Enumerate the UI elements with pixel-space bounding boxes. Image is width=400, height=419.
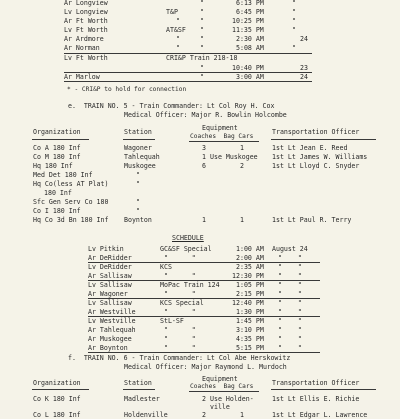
schedule-time: 11:35 PM (232, 26, 264, 34)
schedule-date: " (292, 26, 296, 34)
schedule-stop: Ar Westville (88, 308, 136, 316)
schedule-date: 24 (300, 73, 308, 81)
schedule-train: " " (164, 344, 196, 352)
officer-cell: 1st Lt James W. Williams (272, 153, 368, 161)
schedule-time: 12:30 PM (232, 272, 264, 280)
schedule-divider (64, 72, 312, 73)
schedule-stop: Ar Sallisaw (88, 272, 132, 280)
header-underline (123, 139, 155, 140)
schedule-stop: Ar DeRidder (88, 254, 132, 262)
header-underline (271, 389, 376, 390)
schedule-stop: Ar Marlow (64, 73, 100, 81)
schedule-stop: Ar Longview (64, 0, 108, 7)
schedule-stop: Ar Tahlequah (88, 326, 136, 334)
schedule-stop: Lv Ft Worth (64, 26, 108, 34)
schedule-time: 2:35 AM (236, 263, 264, 271)
organization-cell: Hq Co 3d Bn 180 Inf (33, 216, 109, 224)
schedule-stop: Ar Norman (64, 44, 100, 52)
schedule-train: CRI&P Train 218-18 (166, 54, 238, 62)
schedule-time: 6:45 PM (236, 8, 264, 16)
schedule-stop: Ar Wagoner (88, 290, 128, 298)
schedule-time: 6:13 PM (236, 0, 264, 7)
bag-cars-cell: Use Holden- (210, 395, 254, 403)
schedule-time: 12:40 PM (232, 299, 264, 307)
bag-cars-cell: 2 (240, 162, 244, 170)
header-underline (32, 389, 89, 390)
schedule-mark: " (200, 0, 204, 7)
schedule-train: KCS Special (160, 299, 204, 307)
station-cell: Holdenville (124, 411, 168, 419)
schedule-date: " " (278, 317, 302, 325)
header-underline (32, 139, 89, 140)
schedule-train: " " (164, 254, 196, 262)
schedule-train: KCS (160, 263, 172, 271)
schedule-time: 4:35 PM (236, 335, 264, 343)
header-underline (271, 139, 376, 140)
station-cell: " (136, 180, 140, 188)
organization-cell: Co A 180 Inf (33, 144, 81, 152)
station-cell: " (136, 207, 140, 215)
schedule-mark: " (200, 64, 204, 72)
organization-cell: Hq 180 Inf (33, 162, 73, 170)
header-underline (189, 141, 259, 142)
schedule-date: " (292, 0, 296, 7)
schedule-time: 2:30 AM (236, 35, 264, 43)
organization-cell: Co L 180 Inf (33, 411, 81, 419)
station-cell: " (136, 171, 140, 179)
schedule-stop: Lv Westville (88, 317, 136, 325)
schedule-time: 2:00 AM (236, 254, 264, 262)
schedule-stop: Ar Ft Worth (64, 17, 108, 25)
organization-cell: 180 Inf (44, 189, 72, 197)
schedule-time: 2:15 PM (236, 290, 264, 298)
station-cell: Tahlequah (124, 153, 160, 161)
station-cell: Boynton (124, 216, 152, 224)
schedule-train: " " (164, 335, 196, 343)
schedule-date: " " (278, 281, 302, 289)
column-header-equipment: Equipment (202, 124, 238, 132)
medical-officer: Medical Officer: Major Raymond L. Murdoch (124, 363, 287, 371)
coaches-cell: 1 (202, 216, 206, 224)
schedule-title: SCHEDULE (172, 234, 204, 242)
column-header-station: Station (124, 379, 152, 387)
schedule-divider (64, 81, 312, 82)
organization-cell: Co K 180 Inf (33, 395, 81, 403)
schedule-train: " (176, 35, 180, 43)
schedule-mark: " (200, 44, 204, 52)
schedule-mark: " (200, 73, 204, 81)
schedule-date: August 24 (272, 245, 308, 253)
station-cell: Wagoner (124, 144, 152, 152)
schedule-train: GC&SF Special (160, 245, 212, 253)
schedule-mark: " (200, 26, 204, 34)
schedule-time: 1:05 PM (236, 281, 264, 289)
footnote: * - CRI&P to hold for connection (67, 86, 187, 93)
column-header-station: Station (124, 128, 152, 136)
schedule-time: 10:25 PM (232, 17, 264, 25)
schedule-time: 1:00 AM (236, 245, 264, 253)
schedule-time: 1:30 PM (236, 308, 264, 316)
schedule-date: " " (278, 263, 302, 271)
schedule-train: " " (164, 308, 196, 316)
schedule-date: 23 (300, 64, 308, 72)
schedule-train: StL-SF (160, 317, 184, 325)
organization-cell: Med Det 180 Inf (33, 171, 93, 179)
schedule-train: MoPac Train 124 (160, 281, 220, 289)
schedule-time: 5:08 AM (236, 44, 264, 52)
organization-cell: Co M 180 Inf (33, 153, 81, 161)
schedule-date: " " (278, 299, 302, 307)
section-heading: f. TRAIN NO. 6 - Train Commander: Lt Col Abe Herskowitz (68, 354, 291, 362)
schedule-train: " (176, 44, 180, 52)
officer-cell: 1st Lt Ellis E. Richie (272, 395, 360, 403)
officer-cell: 1st Lt Edgar L. Lawrence (272, 411, 368, 419)
column-header-officer: Transportation Officer (272, 379, 360, 387)
station-cell: " (136, 198, 140, 206)
officer-cell: 1st Lt Jean E. Reed (272, 144, 348, 152)
schedule-stop: Lv Ft Worth (64, 54, 108, 62)
schedule-train: " (176, 17, 180, 25)
bag-cars-cell: ville (210, 403, 230, 411)
schedule-stop: Ar Boynton (88, 344, 128, 352)
bag-cars-cell: 1 (240, 144, 244, 152)
schedule-time: 3:10 PM (236, 326, 264, 334)
coaches-cell: 2 (202, 395, 206, 403)
column-header-organization: Organization (33, 128, 81, 136)
officer-cell: 1st Lt Lloyd C. Snyder (272, 162, 360, 170)
schedule-time: 5:15 PM (236, 344, 264, 352)
schedule-mark: " (200, 8, 204, 16)
section-heading: e. TRAIN NO. 5 - Train Commander: Lt Col Roy H. Cox (68, 102, 275, 110)
column-header-equipment-sub: Coaches Bag Cars (190, 383, 254, 390)
schedule-date: " (292, 17, 296, 25)
schedule-stop: Lv Pitkin (88, 245, 124, 253)
schedule-date: " " (278, 290, 302, 298)
schedule-stop: Lv DeRidder (88, 263, 132, 271)
schedule-stop: Ar Muskogee (88, 335, 132, 343)
organization-cell: Co I 180 Inf (33, 207, 81, 215)
station-cell: Muskogee (124, 162, 156, 170)
column-header-officer: Transportation Officer (272, 128, 360, 136)
schedule-stop: Lv Longview (64, 8, 108, 16)
schedule-date: " " (278, 326, 302, 334)
schedule-date: " " (278, 254, 302, 262)
header-underline (189, 391, 259, 392)
column-header-organization: Organization (33, 379, 81, 387)
schedule-mark: " (200, 17, 204, 25)
column-header-equipment-sub: Coaches Bag Cars (190, 133, 254, 140)
schedule-date: " " (278, 335, 302, 343)
schedule-date: " " (278, 272, 302, 280)
bag-cars-cell: Use Muskogee (210, 153, 258, 161)
schedule-date: " " (278, 308, 302, 316)
schedule-date: " (292, 8, 296, 16)
coaches-cell: 2 (202, 411, 206, 419)
officer-cell: 1st Lt Paul R. Terry (272, 216, 352, 224)
schedule-date: 24 (300, 35, 308, 43)
schedule-stop: Lv Sallisaw (88, 281, 132, 289)
schedule-date: " " (278, 344, 302, 352)
schedule-stop: Lv Sallisaw (88, 299, 132, 307)
bag-cars-cell: 1 (240, 216, 244, 224)
schedule-train: " " (164, 272, 196, 280)
schedule-train: AT&SF (166, 26, 186, 34)
schedule-time: 3:00 AM (236, 73, 264, 81)
medical-officer: Medical Officer: Major R. Bowlin Holcombe (124, 111, 287, 119)
organization-cell: Hq Co(less AT Plat) (33, 180, 109, 188)
schedule-time: 1:45 PM (236, 317, 264, 325)
coaches-cell: 6 (202, 162, 206, 170)
station-cell: Madlester (124, 395, 160, 403)
bag-cars-cell: 1 (240, 411, 244, 419)
coaches-cell: 3 (202, 144, 206, 152)
schedule-divider (88, 352, 320, 353)
schedule-stop: Ar Ardmore (64, 35, 104, 43)
column-header-equipment: Equipment (202, 375, 238, 383)
coaches-cell: 1 (202, 153, 206, 161)
schedule-time: 10:40 PM (232, 64, 264, 72)
schedule-mark: " (200, 35, 204, 43)
schedule-train: " " (164, 326, 196, 334)
schedule-date: " (292, 44, 296, 52)
organization-cell: Sfc Gen Serv Co 180 (33, 198, 109, 206)
schedule-train: T&P (166, 8, 178, 16)
header-underline (123, 389, 155, 390)
schedule-train: " " (164, 290, 196, 298)
